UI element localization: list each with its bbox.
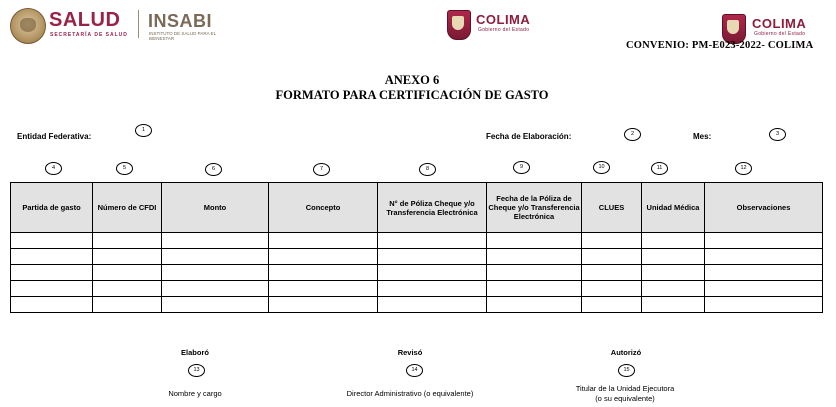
table-cell[interactable] [378,233,487,249]
salud-seal-logo [10,8,46,44]
table-cell[interactable] [269,233,378,249]
fecha-elaboracion-marker: 2 [624,128,641,141]
table-cell[interactable] [705,281,823,297]
autorizo-label: Autorizó [610,348,642,357]
table-cell[interactable] [705,297,823,313]
colima-crest-icon [447,10,471,40]
header-clues: CLUES [582,183,642,233]
table-row [11,233,823,249]
table-cell[interactable] [162,297,269,313]
column-marker: 5 [116,162,133,175]
table-cell[interactable] [487,297,582,313]
table-cell[interactable] [642,249,705,265]
header-numero-cfdi: Número de CFDI [93,183,162,233]
column-marker: 9 [513,161,530,174]
table-cell[interactable] [582,265,642,281]
column-marker: 12 [735,162,752,175]
table-cell[interactable] [93,249,162,265]
table-row [11,249,823,265]
column-marker: 8 [419,163,436,176]
table-cell[interactable] [642,233,705,249]
table-cell[interactable] [11,281,93,297]
table-cell[interactable] [11,233,93,249]
table-cell[interactable] [582,297,642,313]
document-subtitle: FORMATO PARA CERTIFICACIÓN DE GASTO [275,88,549,102]
column-marker: 7 [313,163,330,176]
certificacion-gasto-table [10,182,823,313]
table-cell[interactable] [162,249,269,265]
table-cell[interactable] [642,281,705,297]
table-cell[interactable] [11,297,93,313]
entidad-federativa-marker: 1 [135,124,152,137]
colima-logo-text-right: COLIMA [752,16,807,31]
column-marker: 4 [45,162,62,175]
table-cell[interactable] [269,297,378,313]
reviso-subtitle: Director Administrativo (o equivalente) [346,389,474,398]
table-cell[interactable] [582,249,642,265]
table-cell[interactable] [378,265,487,281]
column-marker: 10 [593,161,610,174]
table-row [11,297,823,313]
autorizo-subtitle: Titular de la Unidad Ejecutora [575,384,675,393]
table-cell[interactable] [162,281,269,297]
header-monto: Monto [162,183,269,233]
mes-marker: 3 [769,128,786,141]
convenio-label: CONVENIO: PM-E023-2022- COLIMA [626,40,814,51]
elaboro-subtitle: Nombre y cargo [168,389,222,398]
insabi-logo-subtitle: INSTITUTO DE SALUD PARA EL BIENESTAR [149,31,216,41]
elaboro-label: Elaboró [181,348,209,357]
autorizo-marker: 15 [618,364,635,377]
table-row [11,265,823,281]
table-cell[interactable] [162,233,269,249]
header-partida-gasto: Partida de gasto [11,183,93,233]
table-cell[interactable] [642,265,705,281]
table-cell[interactable] [93,297,162,313]
header-numero-poliza: N° de Póliza Cheque y/o Transferencia Electrónica [378,183,487,233]
table-row [11,281,823,297]
table-cell[interactable] [487,233,582,249]
header-observaciones: Observaciones [705,183,823,233]
table-cell[interactable] [705,249,823,265]
entidad-federativa-label: Entidad Federativa: [17,132,92,141]
table-cell[interactable] [93,233,162,249]
table-cell[interactable] [378,297,487,313]
table-cell[interactable] [269,281,378,297]
fecha-elaboracion-label: Fecha de Elaboración: [486,132,572,141]
mes-label: Mes: [693,132,712,141]
table-cell[interactable] [93,265,162,281]
document-title: ANEXO 6 [384,73,440,87]
table-cell[interactable] [11,249,93,265]
insabi-logo-text: INSABI [148,11,213,31]
table-cell[interactable] [582,281,642,297]
table-cell[interactable] [642,297,705,313]
table-body [11,233,823,313]
header-concepto: Concepto [269,183,378,233]
column-marker: 11 [651,162,668,175]
table-cell[interactable] [93,281,162,297]
colima-logo-subtitle: Gobierno del Estado [478,27,530,33]
table-cell[interactable] [378,281,487,297]
column-marker: 6 [205,163,222,176]
table-cell[interactable] [705,233,823,249]
table-cell[interactable] [487,265,582,281]
salud-logo-text: SALUD [49,9,121,31]
table-cell[interactable] [269,265,378,281]
table-cell[interactable] [487,281,582,297]
table-cell[interactable] [162,265,269,281]
table-cell[interactable] [269,249,378,265]
autorizo-subtitle-2: (o su equivalente) [595,394,655,403]
table-cell[interactable] [582,233,642,249]
header-unidad-medica: Unidad Médica [642,183,705,233]
header-fecha-poliza: Fecha de la Póliza de Cheque y/o Transferencia Electrónica [487,183,582,233]
elaboro-marker: 13 [188,364,205,377]
colima-logo-text: COLIMA [476,12,531,27]
table-header-row [11,183,823,233]
table-cell[interactable] [378,249,487,265]
reviso-label: Revisó [397,348,423,357]
logo-divider [138,10,139,38]
table-cell[interactable] [11,265,93,281]
table-cell[interactable] [705,265,823,281]
salud-logo-subtitle: SECRETARÍA DE SALUD [50,32,128,38]
table-cell[interactable] [487,249,582,265]
reviso-marker: 14 [406,364,423,377]
colima-logo-subtitle-right: Gobierno del Estado [754,31,806,37]
